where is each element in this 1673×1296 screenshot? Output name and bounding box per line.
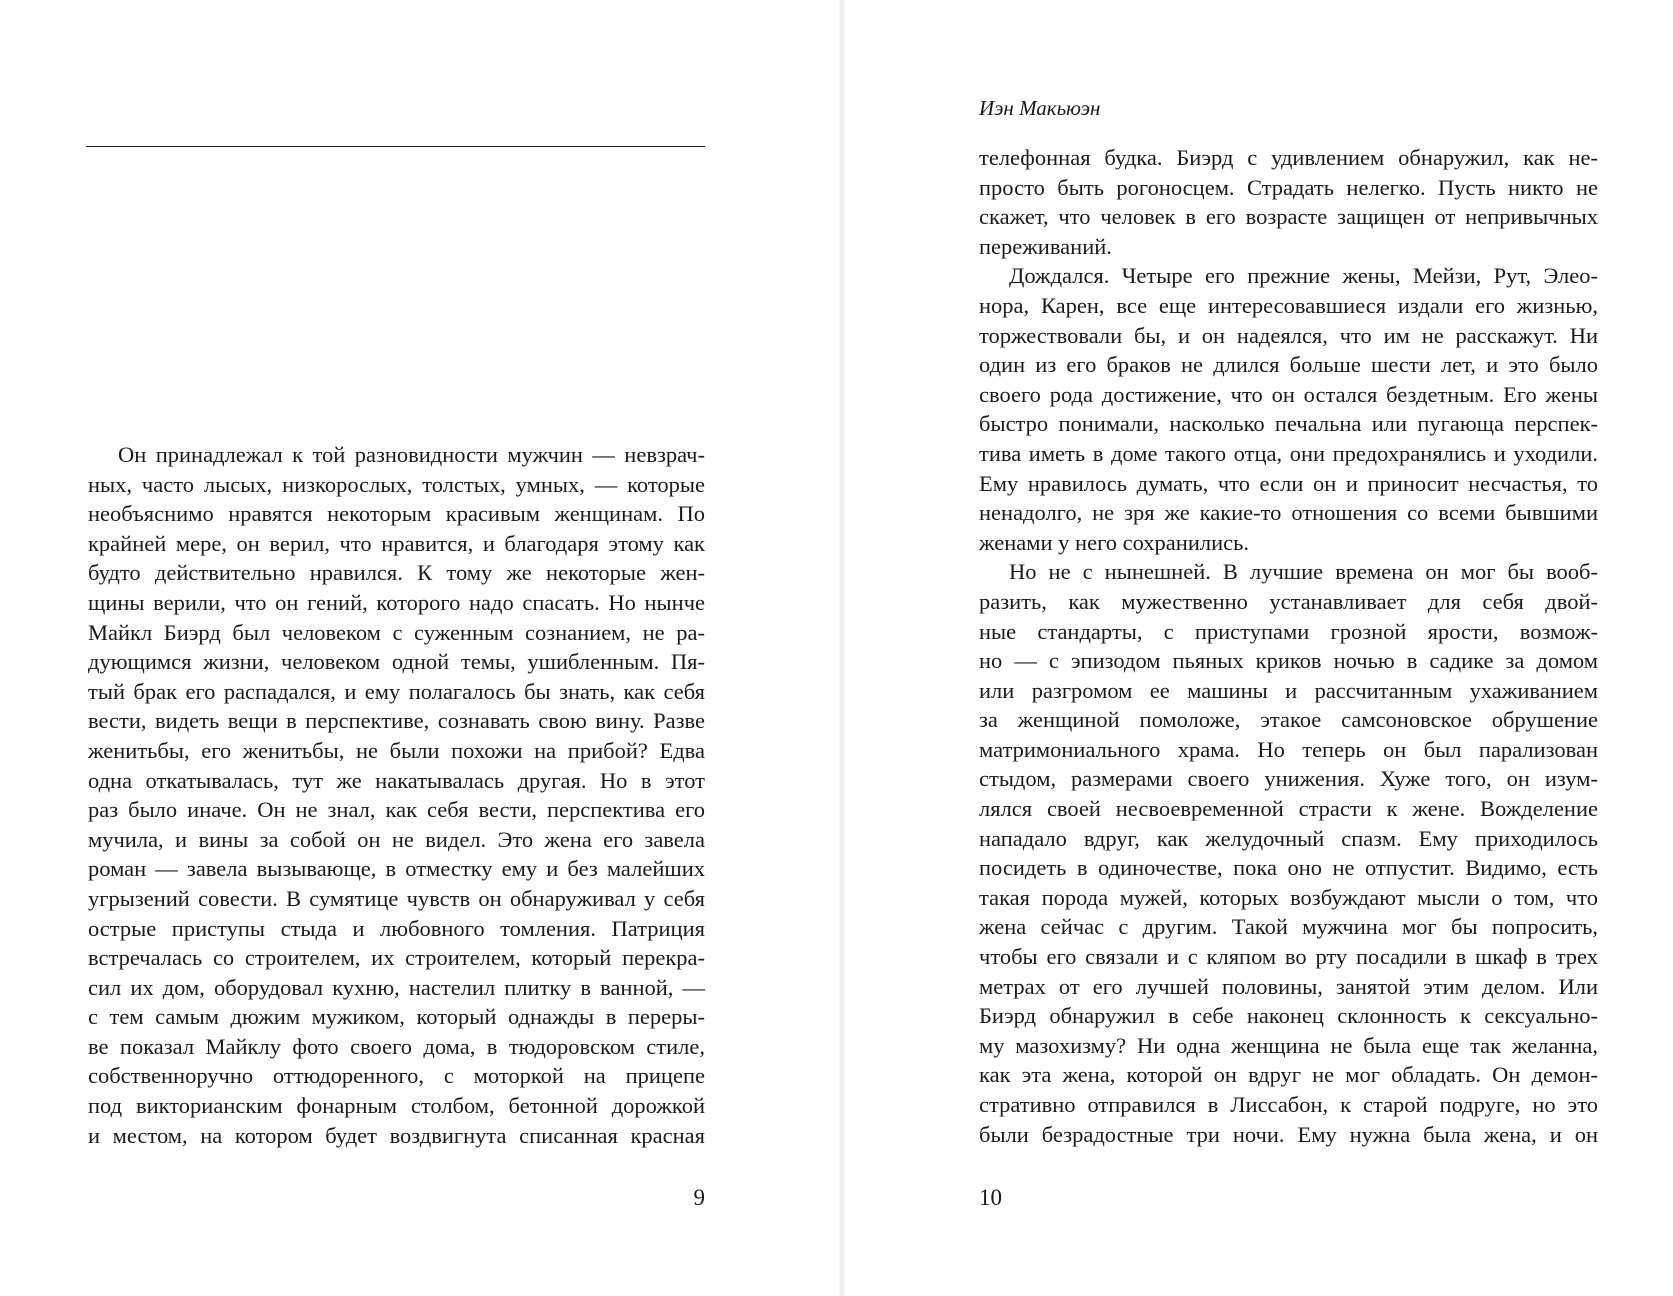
- text-line: разить, как мужественно устанавливает для себя двой-: [979, 588, 1598, 614]
- text-line: такая порода мужей, которых возбуждают мысли о том, что: [979, 884, 1598, 910]
- text-line: Ему нравилось думать, что если он и приносит несчастья, то: [979, 470, 1598, 496]
- text-line: скажет, что человек в его возрасте защищен от непривычных: [979, 204, 1598, 230]
- text-line: ные стандарты, с приступами грозной ярости, возмож-: [979, 618, 1598, 644]
- paragraph: [88, 440, 705, 1150]
- text-line: женами у него сохранились.: [979, 529, 1249, 555]
- paragraph: [979, 143, 1598, 261]
- text-line: ненадолго, не зря же какие-то отношения со всеми бывшими: [979, 500, 1598, 526]
- text-line: женитьбы, его женитьбы, не были похожи на прибой? Едва: [88, 737, 705, 763]
- text-line: одна откатывалась, тут же накатывалась другая. Но в этот: [88, 767, 705, 793]
- text-line: вести, видеть вещи в перспективе, сознавать свою вину. Разве: [88, 708, 705, 734]
- text-line: ных, часто лысых, низкорослых, толстых, умных, — которые: [88, 471, 705, 497]
- text-line: му мазохизму? Ни одна женщина не была еще так желанна,: [979, 1032, 1598, 1058]
- page-number-right: 10: [979, 1185, 1002, 1210]
- paragraph: [979, 557, 1598, 1149]
- text-line: сил их дом, оборудовал кухню, настелил плитку в ванной, —: [88, 974, 705, 1000]
- text-line: роман — завела вызывающе, в отместку ему и без малейших: [88, 856, 705, 882]
- text-line: нора, Карен, все еще интересовавшиеся издали его жизнью,: [979, 292, 1598, 318]
- text-line: переживаний.: [979, 233, 1112, 259]
- text-line: стративно отправился в Лиссабон, к старой подруге, но это: [979, 1092, 1598, 1117]
- text-line: просто быть рогоносцем. Страдать нелегко. Пусть никто не: [979, 174, 1598, 200]
- text-line: чтобы его связали и с кляпом во рту посадили в шкаф в трех: [979, 944, 1598, 970]
- text-line: один из его браков не длился больше шести лет, и это было: [979, 352, 1598, 378]
- text-line: тива иметь в доме такого отца, они предохранялись и уходили.: [979, 440, 1598, 466]
- text-line: Но не с нынешней. В лучшие времена он мог бы вооб-: [1009, 559, 1598, 585]
- text-line: встречалась со строителем, их строителем, который перекра-: [88, 945, 705, 971]
- text-line: были безрадостные три ночи. Ему нужна была жена, и он: [979, 1121, 1598, 1147]
- text-line: нападало вдруг, как желудочный спазм. Ему приходилось: [979, 825, 1598, 851]
- left-page-body: [88, 440, 705, 1150]
- text-line: и местом, на котором будет воздвигнута списанная красная: [88, 1122, 705, 1148]
- text-line: за женщиной помоложе, этакое самсоновское обрушение: [979, 707, 1598, 733]
- text-line: торжествовали бы, и он надеялся, что им не расскажут. Ни: [979, 322, 1598, 348]
- text-line: быстро понимали, насколько печальна или пугающа перспек-: [979, 411, 1598, 437]
- text-line: угрызений совести. В сумятице чувств он обнаруживал у себя: [88, 885, 705, 911]
- text-line: своего рода достижение, что он остался бездетным. Его жены: [979, 381, 1598, 407]
- text-line: телефонная будка. Биэрд с удивлением обнаружил, как не-: [979, 145, 1598, 170]
- text-line: крайней мере, он верил, что нравится, и благодаря этому как: [88, 530, 705, 556]
- text-line: лялся своей несвоевременной страсти к жене. Вожделение: [979, 796, 1598, 822]
- text-line: щины верили, что он гений, которого надо спасать. Но нынче: [88, 589, 705, 615]
- text-line: необъяснимо нравятся некоторым красивым женщинам. По: [88, 501, 705, 527]
- page-number-left: 9: [693, 1185, 705, 1210]
- text-line: будто действительно нравился. К тому же некоторые жен-: [88, 560, 705, 586]
- text-line: собственноручно оттюдоренного, с моторкой на прицепе: [88, 1063, 705, 1089]
- text-line: Биэрд обнаружил в себе наконец склонность к сексуально-: [979, 1003, 1598, 1029]
- book-gutter: [838, 0, 846, 1296]
- text-line: Он принадлежал к той разновидности мужчин — невзрач-: [118, 442, 705, 467]
- text-line: дующимся жизни, человеком одной темы, ушибленным. Пя-: [88, 649, 705, 675]
- chapter-rule: [86, 146, 705, 147]
- text-line: раз было иначе. Он не знал, как себя вести, перспектива его: [88, 797, 705, 823]
- text-line: под викторианским фонарным столбом, бетонной дорожкой: [88, 1093, 705, 1119]
- text-line: посидеть в одиночестве, пока оно не отпустит. Видимо, есть: [979, 855, 1598, 881]
- text-line: жена сейчас с другим. Такой мужчина мог бы попросить,: [979, 914, 1598, 940]
- running-head-author: Иэн Макьюэн: [979, 96, 1101, 120]
- text-line: Майкл Биэрд был человеком с суженным сознанием, не ра-: [88, 619, 705, 645]
- text-line: острые приступы стыда и любовного томления. Патриция: [88, 915, 705, 941]
- text-line: ве показал Майклу фото своего дома, в тюдоровском стиле,: [88, 1033, 705, 1059]
- text-line: с тем самым дюжим мужиком, который однажды в переры-: [88, 1004, 705, 1030]
- text-line: мучила, и вины за собой он не видел. Это жена его завела: [88, 826, 705, 852]
- right-page-body: [979, 143, 1598, 1149]
- text-line: стыдом, размерами своего унижения. Хуже того, он изум-: [979, 766, 1598, 792]
- text-line: метрах от его лучшей половины, занятой этим делом. Или: [979, 973, 1598, 999]
- paragraph: [979, 261, 1598, 557]
- text-line: Дождался. Четыре его прежние жены, Мейзи, Рут, Элео-: [1009, 263, 1598, 289]
- text-line: но — с эпизодом пьяных криков ночью в садике за домом: [979, 648, 1598, 674]
- text-line: матримониального храма. Но теперь он был парализован: [979, 736, 1598, 762]
- text-line: тый брак его распадался, и ему полагалось бы знать, как себя: [88, 678, 705, 704]
- text-line: или разгромом ее машины и рассчитанным ухаживанием: [979, 677, 1598, 703]
- text-line: как эта жена, которой он вдруг не мог обладать. Он демон-: [979, 1062, 1598, 1088]
